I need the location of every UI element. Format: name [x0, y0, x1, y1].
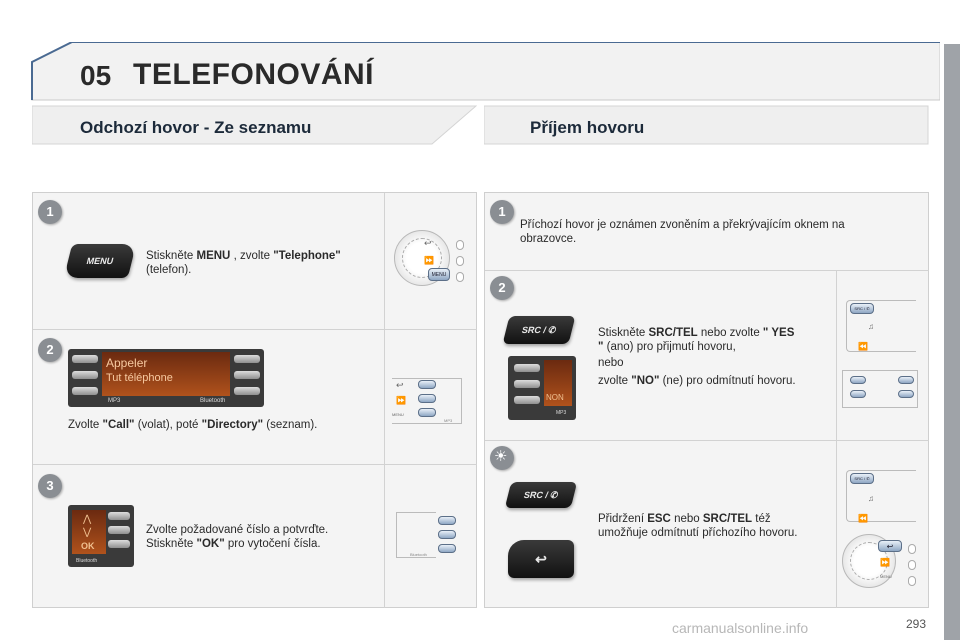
right-step2-figure-cell	[837, 271, 929, 441]
screen-side-key[interactable]	[234, 387, 260, 395]
screen-side-key[interactable]	[72, 387, 98, 395]
panel-src-tel-key[interactable]: SRC / ✆	[850, 303, 874, 314]
forward-icon: ⏩	[396, 396, 406, 405]
panel-key[interactable]	[418, 394, 436, 403]
chapter-number: 05	[80, 60, 112, 91]
screen-side-key[interactable]	[234, 355, 260, 363]
up-arrow-icon: ⋀	[83, 514, 92, 525]
down-arrow-icon: ⋁	[83, 527, 92, 538]
left-step2-text: Zvolte "Call" (volat), poté "Directory" (seznam).	[68, 419, 318, 431]
left-step3-text: Zvolte požadované číslo a potvrďte. Stiskněte "OK" pro vytočení čísla.	[146, 524, 329, 550]
panel-key[interactable]	[438, 530, 456, 539]
screen-footer-bluetooth: Bluetooth	[200, 398, 226, 404]
screen-side-key[interactable]	[72, 355, 98, 363]
screen-side-key[interactable]	[108, 526, 130, 534]
side-key[interactable]	[908, 576, 916, 586]
screen-side-key[interactable]	[108, 512, 130, 520]
step-badge-2: 2	[38, 338, 62, 362]
left-step1-text: Stiskněte MENU , zvolte "Telephone" (telefon).	[146, 250, 341, 276]
panel-key[interactable]	[850, 376, 866, 384]
back-icon: ↩	[424, 238, 432, 248]
panel-menu-label: MENU	[392, 412, 404, 417]
panel-src-tel-key[interactable]: SRC / ✆	[850, 473, 874, 484]
lightbulb-icon: ☀	[494, 448, 508, 465]
side-key[interactable]	[456, 256, 464, 266]
panel-key[interactable]	[850, 390, 866, 398]
side-bar	[944, 44, 960, 640]
screen-side-key[interactable]	[514, 364, 540, 372]
side-key[interactable]	[908, 544, 916, 554]
menu-button[interactable]: MENU	[64, 244, 136, 278]
or-text: nebo	[598, 357, 624, 369]
screen-footer-bluetooth: Bluetooth	[76, 558, 98, 564]
step-badge-2: 2	[490, 276, 514, 300]
step-badge-1: 1	[490, 200, 514, 224]
section-title-incoming: Příjem hovoru	[530, 118, 645, 137]
esc-back-button[interactable]: ↩	[508, 540, 574, 578]
panel-bluetooth-label: Bluetooth	[410, 552, 427, 557]
dial-menu-label: MENU	[880, 574, 892, 579]
forward-icon: ⏩	[880, 558, 890, 567]
panel-key[interactable]	[438, 544, 456, 553]
screen-line-1: Appeler	[106, 356, 148, 370]
music-note-icon: ♫	[868, 494, 874, 503]
forward-icon: ⏩	[424, 256, 434, 265]
music-note-icon: ♫	[868, 322, 874, 331]
screen-footer-mp3: MP3	[108, 398, 121, 404]
screen-side-key[interactable]	[234, 371, 260, 379]
screen-side-key[interactable]	[514, 380, 540, 388]
right-step1-text: Příchozí hovor je oznámen zvoněním a překrývajícím oknem na obrazovce.	[520, 219, 845, 245]
dial-menu-key[interactable]: MENU	[428, 268, 450, 281]
step-badge-3: 3	[38, 474, 62, 498]
src-tel-button[interactable]: SRC / ✆	[503, 316, 576, 344]
screen-side-key[interactable]	[108, 540, 130, 548]
side-key[interactable]	[456, 272, 464, 282]
panel-key[interactable]	[418, 380, 436, 389]
screen-side-key[interactable]	[514, 396, 540, 404]
side-key[interactable]	[456, 240, 464, 250]
rewind-icon: ⏪	[858, 342, 868, 351]
dial-back-key[interactable]: ↩	[878, 540, 902, 552]
right-step2-text: Stiskněte SRC/TEL nebo zvolte " YES " (ano) pro přijmutí hovoru,	[598, 327, 795, 353]
screen-side-key[interactable]	[72, 371, 98, 379]
right-tip-text: Přidržení ESC nebo SRC/TEL též umožňuje odmítnutí příchozího hovoru.	[598, 513, 798, 539]
rewind-icon: ⏪	[858, 514, 868, 523]
screen-mp3: MP3	[556, 410, 567, 416]
screen-line-2: Tut téléphone	[106, 372, 173, 384]
src-tel-button[interactable]: SRC / ✆	[505, 482, 577, 508]
panel-key[interactable]	[898, 390, 914, 398]
panel-mp3-label: MP3	[444, 418, 453, 423]
panel-key[interactable]	[898, 376, 914, 384]
page-number: 293	[906, 617, 927, 631]
panel-key[interactable]	[438, 516, 456, 525]
step-badge-1: 1	[38, 200, 62, 224]
side-key[interactable]	[908, 560, 916, 570]
back-icon: ↩	[396, 380, 404, 390]
watermark: carmanualsonline.info	[672, 620, 809, 636]
right-step2-text-no: zvolte "NO" (ne) pro odmítnutí hovoru.	[598, 375, 796, 387]
chapter-title: TELEFONOVÁNÍ	[133, 58, 375, 91]
section-title-outgoing: Odchozí hovor - Ze seznamu	[80, 118, 312, 137]
panel-key[interactable]	[418, 408, 436, 417]
screen-no: NON	[546, 393, 564, 402]
screen-ok: OK	[81, 541, 95, 551]
